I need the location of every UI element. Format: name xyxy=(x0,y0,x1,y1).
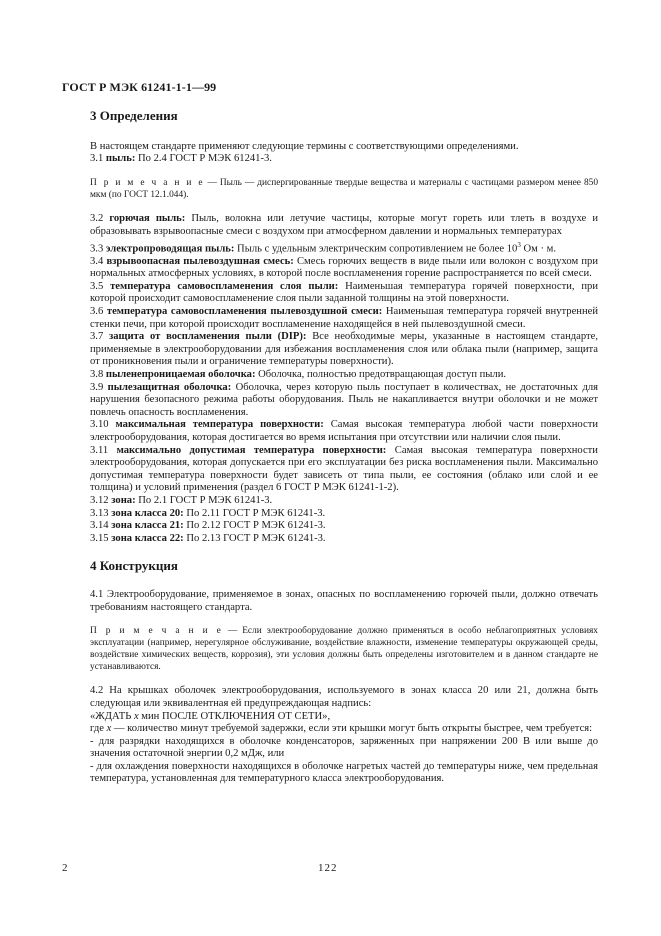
term: температура самовоспламенения пылевоздушной смеси: xyxy=(106,306,383,318)
definition-3-2: 3.2 горючая пыль: Пыль, волокна или летучие частицы, которые могут гореть или тлеть в воздухе и образовывать взрывоопасные смеси с воздухом при атмосферном давлении и нормальных температурах xyxy=(90,213,598,237)
running-header: ГОСТ Р МЭК 61241-1-1—99 xyxy=(62,80,217,94)
definition-3-9: 3.9 пылезащитная оболочка: Оболочка, через которую пыль поступает в количествах, не достаточных для нарушения безопасного режима работы оборудования. Пыль не накапливается внутри оболочки и не может повлечь опасность воспламенения. xyxy=(90,381,598,418)
term: зона класса 20: xyxy=(111,507,184,519)
definition-3-4: 3.4 взрывоопасная пылевоздушная смесь: Смесь горючих веществ в виде пыли или волокон с воздухом при нормальных атмосферных условиях, в которой после воспламенения горение распространяется по всей смеси. xyxy=(90,255,598,280)
term: зона класса 22: xyxy=(111,532,184,544)
section-4-title: 4 Конструкция xyxy=(90,558,178,574)
term: электропроводящая пыль: xyxy=(105,243,235,255)
term: горючая пыль: xyxy=(109,213,186,225)
definition-3-12: 3.12 зона: По 2.1 ГОСТ Р МЭК 61241-3. xyxy=(90,494,273,506)
term: максимальная температура поверхности: xyxy=(115,419,324,431)
term: зона: xyxy=(111,494,136,506)
term: пыль: xyxy=(105,153,136,165)
definition-3-6: 3.6 температура самовоспламенения пылевоздушной смеси: Наименьшая температура горячей внутренней стенки печи, при которой происходит воспламенение находящейся в ней пылевоздушной смеси. xyxy=(90,306,598,330)
term: пыленепроницаемая оболочка: xyxy=(105,369,256,381)
where-clause: где x — количество минут требуемой задержки, если эти крышки могут быть открыты быстрее, чем требуется: xyxy=(90,723,593,735)
clause-4-1: 4.1 Электрооборудование, применяемое в зонах, опасных по воспламенению горючей пыли, должно отвечать требованиям настоящего стандарта. xyxy=(90,588,598,613)
clause-4-2: 4.2 На крышках оболочек электрооборудования, используемого в зонах класса 20 или 21, должна быть следующая или эквивалентная ей предупреждающая надпись: xyxy=(90,685,598,709)
definition-3-15: 3.15 зона класса 22: По 2.13 ГОСТ Р МЭК 61241-3. xyxy=(90,532,326,544)
definition-3-7: 3.7 защита от воспламенения пыли (DIP): Все необходимые меры, указанные в настоящем стандарте, применяемые в электрооборудовании для избежания воспламенения слоя или облака пыли (например, защита от проникновения пыли и ограничение температуры поверхности). xyxy=(90,331,598,368)
definition-3-1: 3.1 пыль: По 2.4 ГОСТ Р МЭК 61241-3. xyxy=(90,153,272,165)
definition-3-3: 3.3 электропроводящая пыль: Пыль с удельным электрическим сопротивлением не более $10^3$ Ом · м. xyxy=(90,240,557,255)
page-content xyxy=(90,100,598,786)
definition-3-8: 3.8 пыленепроницаемая оболочка: Оболочка, полностью предотвращающая доступ пыли. xyxy=(90,369,507,381)
definition-3-14: 3.14 зона класса 21: По 2.12 ГОСТ Р МЭК 61241-3. xyxy=(90,520,326,532)
term: максимально допустимая температура поверхности: xyxy=(116,444,387,456)
definition-3-10: 3.10 максимальная температура поверхности: Самая высокая температура любой части поверхности электрооборудования, которая достигается во время испытания при отсутствии или наличии слоя пыли. xyxy=(90,419,598,443)
term: пылезащитная оболочка: xyxy=(107,381,232,393)
list-item-capacitors: - для разрядки находящихся в оболочке конденсаторов, заряженных при напряжении 200 В или выше до значения остаточной энергии 0,2 мДж, или xyxy=(90,735,598,760)
term: зона класса 21: xyxy=(111,520,184,532)
page-number-left: 2 xyxy=(62,862,68,874)
section-3-intro: В настоящем стандарте применяют следующие термины с соответствующими определениями. xyxy=(90,140,519,152)
definition-3-11: 3.11 максимально допустимая температура поверхности: Самая высокая температура поверхности электрооборудования, которая допускается при его эксплуатации без риска воспламенения пыли. Максимально допустимая температура поверхности будет зависеть от типа пыли, ее состояния (облако или слой и ее толщина) и условий применения (раздел 6 ГОСТ Р МЭК 61241-1-2). xyxy=(90,444,598,494)
section-3-title: 3 Определения xyxy=(90,108,178,123)
warning-inscription: «ЖДАТЬ x мин ПОСЛЕ ОТКЛЮЧЕНИЯ ОТ СЕТИ», xyxy=(90,710,331,722)
term: температура самовоспламенения слоя пыли: xyxy=(110,280,339,292)
term: взрывоопасная пылевоздушная смесь: xyxy=(106,255,294,267)
list-item-cooling: - для охлаждения поверхности находящихся в оболочке нагретых частей до температуры ниже, чем предельная температура, установленная для температурного класса электрооборудования. xyxy=(90,760,598,785)
note-2: П р и м е ч а н и е — Если электрооборудование должно применяться в особо неблагоприятных условиях эксплуатации (например, нерегулярное обслуживание, воздействие влажности, изменение температуры окружающей среды, воздействие химических веществ, коррозия), эти условия должны быть определены изготовителем и в данном стандарте не устанавливаются. xyxy=(90,626,598,672)
page-number-center: 122 xyxy=(318,862,338,874)
definition-3-13: 3.13 зона класса 20: По 2.11 ГОСТ Р МЭК 61241-3. xyxy=(90,507,326,519)
note-1: П р и м е ч а н и е — Пыль — диспергированные твердые вещества и материалы с частицами размером менее 850 мкм (по ГОСТ 12.1.044). xyxy=(90,177,599,200)
term: защита от воспламенения пыли (DIP): xyxy=(109,331,307,343)
definition-3-5: 3.5 температура самовоспламенения слоя пыли: Наименьшая температура горячей поверхности, при которой происходит самовоспламенение слоя пыли заданной толщины на этой поверхности. xyxy=(90,280,598,305)
